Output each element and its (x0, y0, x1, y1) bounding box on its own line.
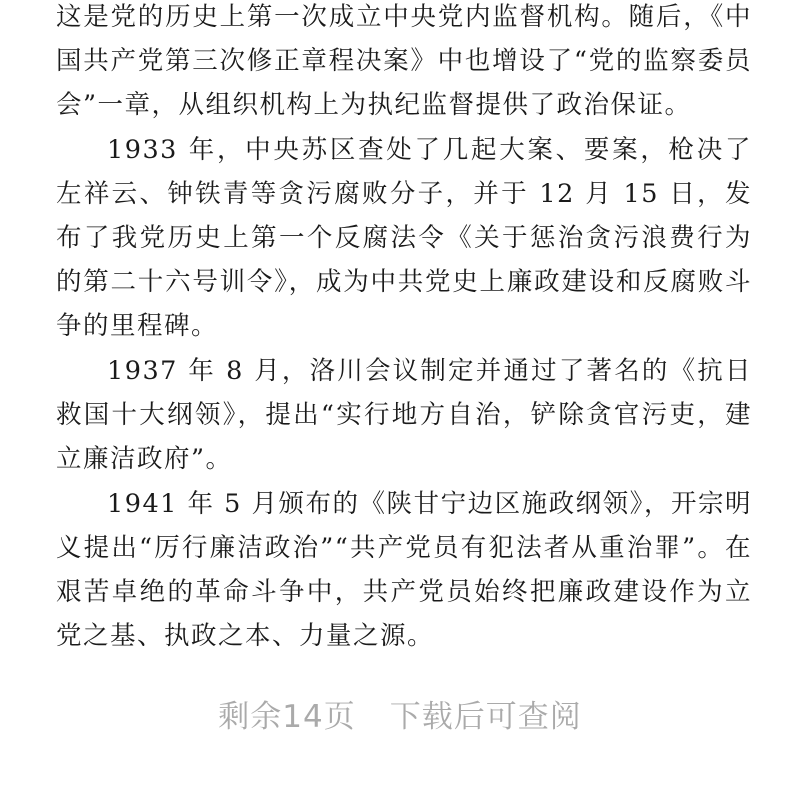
download-prompt-text: 下载后可查阅 (389, 699, 582, 735)
paragraph-1933: 1933 年，中央苏区查处了几起大案、要案，枪决了左祥云、钟铁青等贪污腐败分子，并于 12 月 15 日，发布了我党历史上第一个反腐法令《关于惩治贪污浪费行为的第二十六号训令》，成为中共党史上廉政建设和反腐败斗争的里程碑。 (56, 135, 752, 341)
paragraph-1937: 1937 年 8 月，洛川会议制定并通过了著名的《抗日救国十大纲领》，提出“实行地方自治，铲除贪官污吏，建立廉洁政府”。 (56, 356, 752, 474)
remaining-pages-text: 剩余14页 (218, 699, 356, 735)
paragraph-continuation: 这是党的历史上第一次成立中央党内监督机构。随后，《中国共产党第三次修正章程决案》中也增设了“党的监察委员会”一章，从组织机构上为执纪监督提供了政治保证。 (56, 2, 752, 120)
remaining-pages-banner[interactable] (0, 692, 800, 742)
paragraph-1941: 1941 年 5 月颁布的《陕甘宁边区施政纲领》，开宗明义提出“厉行廉洁政治”“共产党员有犯法者从重治罪”。在艰苦卓绝的革命斗争中，共产党员始终把廉政建设作为立党之基、执政之本、力量之源。 (56, 489, 752, 651)
document-body (56, 0, 752, 658)
